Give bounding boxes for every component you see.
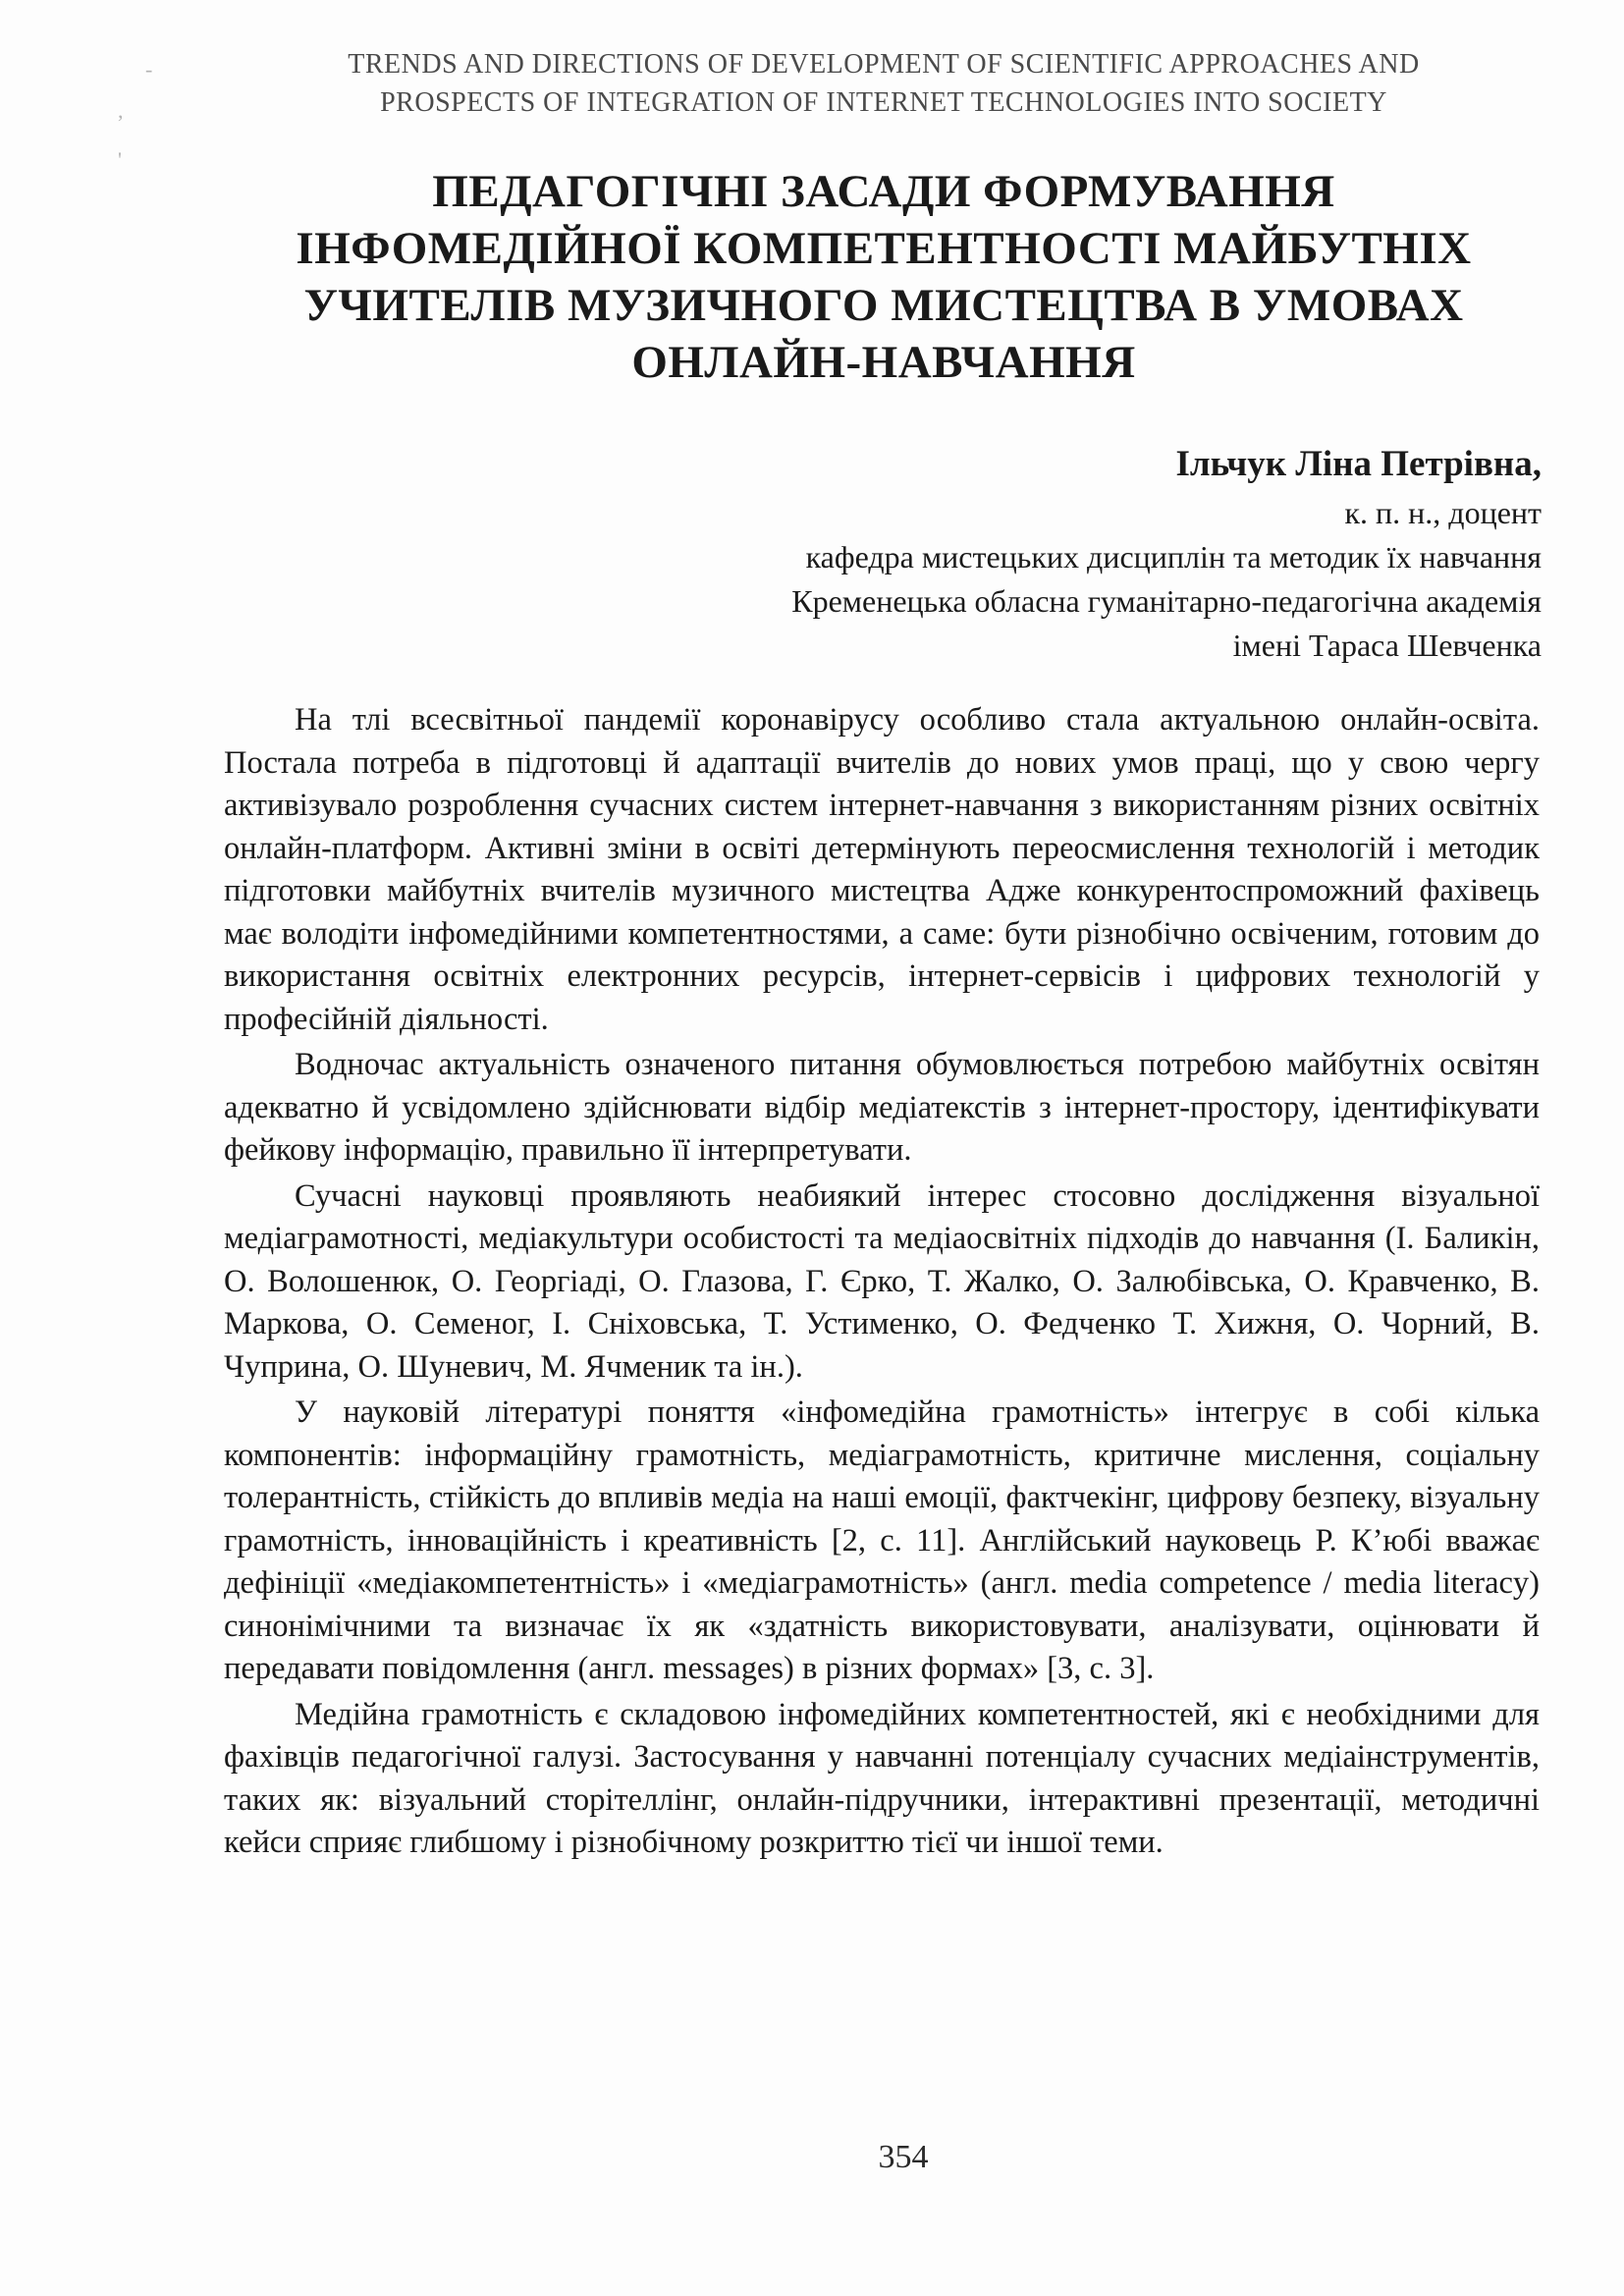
running-header [196, 45, 1571, 122]
page-number: 354 [878, 2139, 929, 2175]
author-name: Ільчук Ліна Петрівна, [1175, 444, 1542, 484]
paragraph-5: Медійна грамотність є складовою інфомедійних компетентностей, які є необхідними для фахівців педагогічної галузі. Застосування у навчанні потенціалу сучасних медіаінструментів, таких як: візуальний сторітеллінг, онлайн-підручники, інтерактивні презентації, методичні кейси сприяє глибшому і різнобічному розкриттю тієї чи іншої теми. [224, 1696, 1540, 1860]
author-department: кафедра мистецьких дисциплін та методик їх навчання [805, 539, 1542, 574]
author-degree: к. п. н., доцент [1344, 495, 1542, 530]
title-line-3: УЧИТЕЛІВ МУЗИЧНОГО МИСТЕЦТВА В УМОВАХ [303, 280, 1464, 331]
title-line-1: ПЕДАГОГІЧНІ ЗАСАДИ ФОРМУВАННЯ [432, 166, 1335, 217]
running-header-line-2: PROSPECTS OF INTEGRATION OF INTERNET TECHNOLOGIES INTO SOCIETY [380, 87, 1387, 118]
author-institution-cont: імені Тараса Шевченка [1232, 628, 1542, 663]
paragraph-1: На тлі всесвітньої пандемії коронавірусу особливо стала актуальною онлайн-освіта. Постала потреба в підготовці й адаптації вчителів до нових умов праці, що у свою чергу активізувало розроблення сучасних систем інтернет-навчання з використанням різних освітніх онлайн-платформ. Активні зміни в освіті детермінують переосмислення технологій і методик підготовки майбутніх вчителів музичного мистецтва Адже конкурентоспроможний фахівець має володіти інфомедійними компетентностями, а саме: бути різнобічно освіченим, готовим до використання освітніх електронних ресурсів, інтернет-сервісів і цифрових технологій у професійній діяльності. [224, 702, 1540, 1037]
title-line-4: ОНЛАЙН-НАВЧАННЯ [631, 337, 1136, 388]
author-block [791, 440, 1542, 668]
scan-artifact: - [145, 57, 153, 82]
article-title [196, 163, 1571, 391]
paragraph-2: Водночас актуальність означеного питання обумовлюється потребою майбутніх освітян адекватно й усвідомлено здійснювати відбір медіатекстів з інтернет-простору, ідентифікувати фейкову інформацію, правильно її інтерпретувати. [224, 1047, 1540, 1168]
scan-artifact: , [118, 98, 124, 123]
author-institution: Кременецька обласна гуманітарно-педагогічна академія [791, 583, 1542, 619]
paragraph-4: У науковій літературі поняття «інфомедійна грамотність» інтегрує в собі кілька компонентів: інформаційну грамотність, медіаграмотність, критичне мислення, соціальну толерантність, стійкість до впливів медіа на наші емоції, фактчекінг, цифрову безпеку, візуальну грамотність, інноваційність і креативність [2, с. 11]. Англійський науковець Р. К’юбі вважає дефініції «медіакомпетентність» і «медіаграмотність» (англ. media competence / media literacy) синонімічними та визначає їх як «здатність використовувати, аналізувати, оцінювати й передавати повідомлення (англ. messages) в різних формах» [3, с. 3]. [224, 1394, 1540, 1686]
paragraph-3: Сучасні науковці проявляють неабиякий інтерес стосовно дослідження візуальної медіаграмотності, медіакультури особистості та медіаосвітніх підходів до навчання (І. Баликін, О. Волошенюк, О. Георгіаді, О. Глазова, Г. Єрко, Т. Жалко, О. Залюбівська, О. Кравченко, В. Маркова, О. Семеног, І. Сніховська, Т. Устименко, О. Федченко Т. Хижня, О. Чорний, В. Чуприна, О. Шуневич, М. Ячменик та ін.). [224, 1177, 1540, 1385]
article-body [224, 699, 1540, 1868]
title-line-2: ІНФОМЕДІЙНОЇ КОМПЕТЕНТНОСТІ МАЙБУТНІХ [296, 223, 1472, 274]
running-header-line-1: TRENDS AND DIRECTIONS OF DEVELOPMENT OF SCIENTIFIC APPROACHES AND [348, 49, 1420, 80]
scan-artifact: ' [118, 147, 122, 172]
